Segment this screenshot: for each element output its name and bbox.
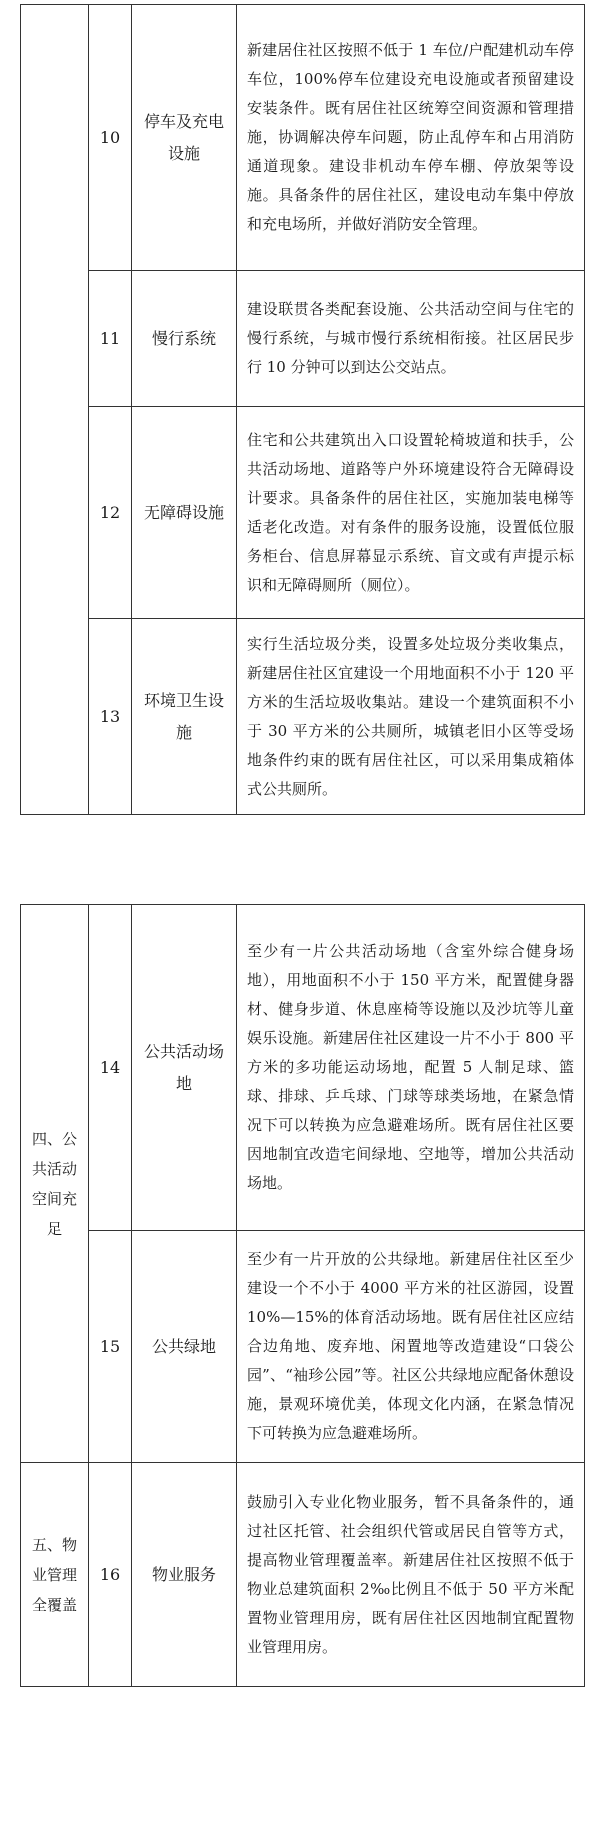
item-name: 无障碍设施 [132,407,237,619]
item-number: 10 [89,5,132,271]
table-row [21,619,585,815]
item-description: 住宅和公共建筑出入口设置轮椅坡道和扶手，公共活动场地、道路等户外环境建设符合无障碍设计要求。具备条件的居住社区，实施加装电梯等适老化改造。对有条件的服务设施，设置低位服务柜台、信息屏幕显示系统、盲文或有声提示标识和无障碍厕所（厕位）。 [237,407,585,619]
item-description: 至少有一片公共活动场地（含室外综合健身场地），用地面积不小于 150 平方米，配置健身器材、健身步道、休息座椅等设施以及沙坑等儿童娱乐设施。新建居住社区建设一片不小于 800 平方米的多功能运动场地，配置 5 人制足球、篮球、排球、乒乓球、门球等球类场地，在紧急情况下可以转换为应急避难场所。既有居住社区要因地制宜改造宅间绿地、空地等，增加公共活动场地。 [237,905,585,1231]
table-row [21,905,585,1231]
category-property-management: 五、物业管理全覆盖 [21,1463,89,1687]
item-description: 至少有一片开放的公共绿地。新建居住社区至少建设一个不小于 4000 平方米的社区游园，设置 10%—15%的体育活动场地。既有居住社区应结合边角地、废弃地、闲置地等改造建设“口袋公园”、“袖珍公园”等。社区公共绿地应配备休憩设施，景观环境优美，体现文化内涵，在紧急情况下可转换为应急避难场所。 [237,1231,585,1463]
item-description: 鼓励引入专业化物业服务，暂不具备条件的，通过社区托管、社会组织代管或居民自管等方式，提高物业管理覆盖率。新建居住社区按照不低于物业总建筑面积 2‰比例且不低于 50 平方米配置物业管理用房，既有居住社区因地制宜配置物业管理用房。 [237,1463,585,1687]
item-number: 15 [89,1231,132,1463]
table-row [21,1231,585,1463]
category-public-space: 四、公共活动空间充足 [21,905,89,1463]
item-number: 16 [89,1463,132,1687]
item-name: 停车及充电设施 [132,5,237,271]
item-number: 11 [89,271,132,407]
item-name: 物业服务 [132,1463,237,1687]
item-name: 公共绿地 [132,1231,237,1463]
item-number: 12 [89,407,132,619]
item-name: 公共活动场地 [132,905,237,1231]
item-number: 13 [89,619,132,815]
table-row [21,271,585,407]
item-number: 14 [89,905,132,1231]
item-description: 新建居住社区按照不低于 1 车位/户配建机动车停车位，100%停车位建设充电设施或者预留建设安装条件。既有居住社区统筹空间资源和管理措施，协调解决停车问题，防止乱停车和占用消防通道现象。建设非机动车停车棚、停放架等设施。具备条件的居住社区，建设电动车集中停放和充电场所，并做好消防安全管理。 [237,5,585,271]
item-name: 慢行系统 [132,271,237,407]
item-description: 实行生活垃圾分类，设置多处垃圾分类收集点，新建居住社区宜建设一个用地面积不小于 120 平方米的生活垃圾收集站。建设一个建筑面积不小于 30 平方米的公共厕所，城镇老旧小区等受场地条件约束的既有居住社区，可以采用集成箱体式公共厕所。 [237,619,585,815]
table-row [21,5,585,271]
item-name: 环境卫生设施 [132,619,237,815]
standards-table-part-1 [20,4,585,815]
table-row [21,407,585,619]
category-cell-empty [21,5,89,815]
item-description: 建设联贯各类配套设施、公共活动空间与住宅的慢行系统，与城市慢行系统相衔接。社区居民步行 10 分钟可以到达公交站点。 [237,271,585,407]
standards-table-part-2 [20,904,585,1687]
table-row [21,1463,585,1687]
